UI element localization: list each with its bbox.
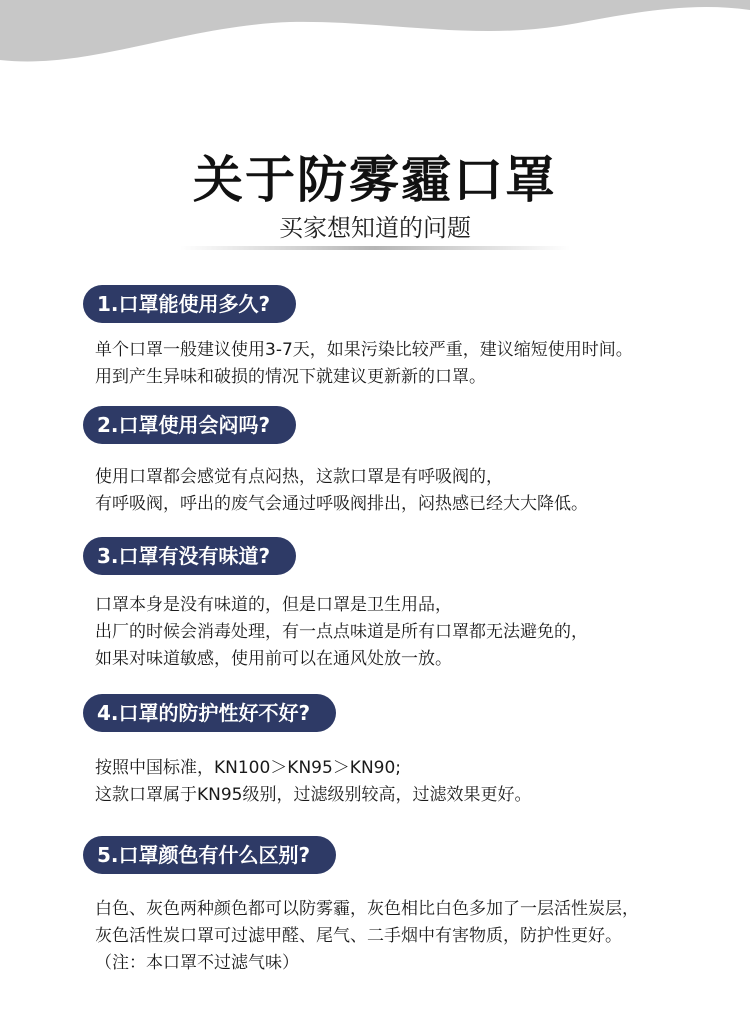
answer-line: 如果对味道敏感，使用前可以在通风处放一放。 bbox=[95, 649, 452, 669]
answer-line: 出厂的时候会消毒处理，有一点点味道是所有口罩都无法避免的， bbox=[95, 622, 588, 642]
answer-block-5 bbox=[95, 896, 735, 977]
answer-block-4 bbox=[95, 755, 735, 809]
answer-line: 这款口罩属于KN95级别，过滤级别较高，过滤效果更好。 bbox=[95, 785, 532, 805]
answer-line: 使用口罩都会感觉有点闷热，这款口罩是有呼吸阀的， bbox=[95, 467, 503, 487]
question-pill-4: 4.口罩的防护性好不好? bbox=[83, 694, 336, 732]
answer-line: 按照中国标准，KN100＞KN95＞KN90; bbox=[95, 758, 402, 778]
answer-block-1 bbox=[95, 337, 735, 391]
page-title: 关于防雾霾口罩 bbox=[193, 151, 557, 209]
answer-line: 口罩本身是没有味道的，但是口罩是卫生用品， bbox=[95, 595, 452, 615]
question-pill-1: 1.口罩能使用多久? bbox=[83, 285, 296, 323]
top-wave-decoration bbox=[0, 0, 750, 80]
answer-line: 单个口罩一般建议使用3-7天，如果污染比较严重，建议缩短使用时间。 bbox=[95, 340, 633, 360]
answer-line: 用到产生异味和破损的情况下就建议更新新的口罩。 bbox=[95, 367, 486, 387]
answer-line: 灰色活性炭口罩可过滤甲醛、尾气、二手烟中有害物质，防护性更好。 bbox=[95, 926, 622, 946]
answer-line: 有呼吸阀，呼出的废气会通过呼吸阀排出，闷热感已经大大降低。 bbox=[95, 494, 588, 514]
question-pill-2: 2.口罩使用会闷吗? bbox=[83, 406, 296, 444]
page-subtitle: 买家想知道的问题 bbox=[279, 214, 471, 242]
answer-block-3 bbox=[95, 592, 735, 673]
answer-line: （注：本口罩不过滤气味） bbox=[95, 953, 299, 973]
question-pill-3: 3.口罩有没有味道? bbox=[83, 537, 296, 575]
answer-line: 白色、灰色两种颜色都可以防雾霾，灰色相比白色多加了一层活性炭层， bbox=[95, 899, 639, 919]
subtitle-underline bbox=[180, 246, 570, 250]
answer-block-2 bbox=[95, 464, 735, 518]
question-pill-5: 5.口罩颜色有什么区别? bbox=[83, 836, 336, 874]
